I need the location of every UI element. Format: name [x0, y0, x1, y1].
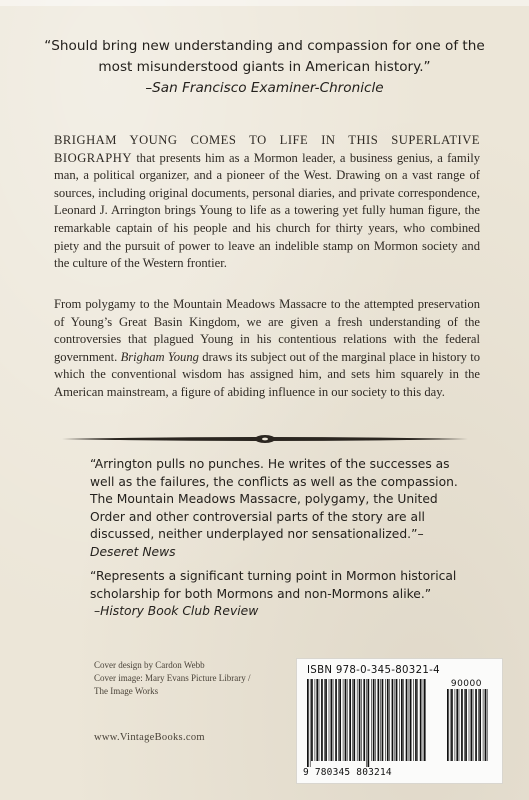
quote-3-source: –History Book Club Review — [94, 604, 259, 619]
price-addon-barcode-bars — [447, 689, 489, 767]
isbn-barcode — [296, 658, 503, 784]
description-p2-before: From polygamy to the Mountain Meadows Massacre to the attempted preservation of Young’s Great Basin Kingdom, we are given a fresh understanding of the controversies that plagued Young in his contentious relations with the federal government. — [54, 297, 480, 364]
publisher-website: www.VintageBooks.com — [94, 732, 205, 743]
ornamental-divider — [60, 432, 470, 446]
top-quote-source: –San Francisco Examiner-Chronicle — [145, 80, 384, 96]
ean-barcode-bars — [307, 679, 427, 767]
description-lead-caps: BRIGHAM YOUNG COMES TO LIFE IN THIS SUPERLATIVE BIOGRAPHY — [54, 133, 480, 165]
description-p1-text: that presents him as a Mormon leader, a business genius, a family man, a political organizer, and a pioneer of the West. Drawing on a vast range of sources, including original documents, personal diaries, and private correspondence, Leonard J. Arrington brings Young to life as a towering yet fully human figure, the remarkable captain of his people and his church for thirty years, who combined piety and the pursuit of power to leave an indelible stamp on Mormon society and the culture of the Western frontier. — [54, 150, 480, 271]
description-p2-book-title: Brigham Young — [120, 349, 199, 364]
price-code: 90000 — [450, 679, 482, 689]
cover-design-credit: Cover design by Cardon Webb — [94, 660, 205, 670]
cover-credits — [94, 659, 264, 698]
top-review-quote — [30, 36, 499, 99]
top-edge-wear — [0, 0, 529, 6]
description-paragraph-2 — [54, 296, 480, 402]
quote-2-source: –Deseret News — [90, 527, 424, 559]
description-p2-after: draws its subject out of the marginal place in history to which the conventional wisdom has assigned him, and sets him squarely in the American mainstream, a figure of abiding influence in our society to this day. — [54, 349, 481, 399]
quote-2-text: “Arrington pulls no punches. He writes of the successes as well as the failures, the conflicts as well as the compassion. The Mountain Meadows Massacre, polygamy, the United Order and other controversial parts of the story are all discussed, neither underplayed nor sensationalized.” — [90, 457, 458, 542]
isbn-number: ISBN 978-0-345-80321-4 — [307, 665, 440, 676]
ean-digits: 9 780345 803214 — [303, 767, 392, 778]
top-quote-text: “Should bring new understanding and compassion for one of the most misunderstood giants in American history.” — [44, 38, 485, 75]
description-paragraph-1 — [54, 132, 480, 273]
review-quote-deseret — [90, 456, 470, 562]
cover-image-credit: Cover image: Mary Evans Picture Library / The Image Works — [94, 673, 251, 696]
quote-3-text: “Represents a significant turning point in Mormon historical scholarship for both Mormons and non-Mormons alike.” — [90, 569, 457, 601]
review-quote-history-book-club — [90, 568, 470, 621]
